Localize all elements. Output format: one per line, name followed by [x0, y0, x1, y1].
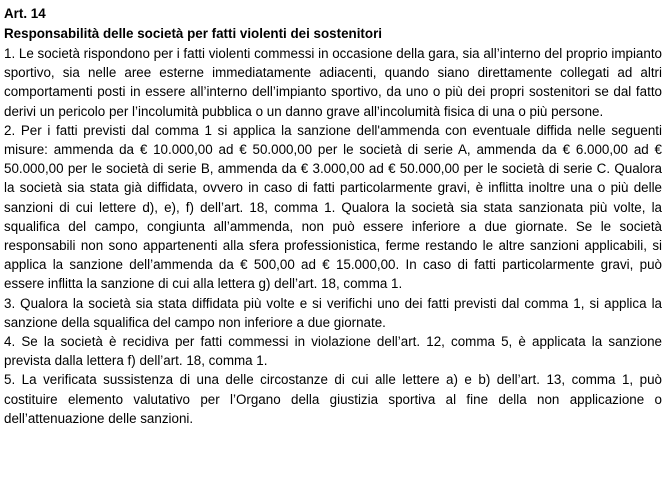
- paragraph-comma-5: 5. La verificata sussistenza di una delle circostanze di cui alle lettere a) e b) dell’art. 13, comma 1, può costituire elemento valutativo per l’Organo della giustizia sportiva al fine della non applicazione o dell’attenuazione delle sanzioni.: [4, 372, 662, 426]
- article-title: Responsabilità delle società per fatti violenti dei sostenitori: [4, 26, 383, 41]
- paragraph-comma-4: 4. Se la società è recidiva per fatti commessi in violazione dell’art. 12, comma 5, è applicata la sanzione prevista dalla lettera f) dell’art. 18, comma 1.: [4, 334, 662, 369]
- paragraph-comma-2: 2. Per i fatti previsti dal comma 1 si applica la sanzione dell'ammenda con eventuale diffida nelle seguenti misure: ammenda da € 10.000,00 ad € 50.000,00 per le società di serie A, ammenda da € 6.000,00 ad € 50.000,00 per le società di serie B, ammenda da € 3.000,00 ad € 50.000,00 per le società di serie C. Qualora la società sia stata già diffidata, ovvero in caso di fatti particolarmente gravi, è inflitta inoltre una o più delle sanzioni di cui lettere d), e), f) dell’art. 18, comma 1. Qualora la società sia stata sanzionata più volte, la squalifica del campo, congiunta all’ammenda, non può essere inferiore a due giornate. Se le società responsabili non sono appartenenti alla sfera professionistica, ferme restando le altre sanzioni applicabili, si applica la sanzione dell’ammenda da € 500,00 ad € 15.000,00. In caso di fatti particolarmente gravi, può essere inflitta la sanzione di cui alla lettera g) dell’art. 18, comma 1.: [4, 122, 662, 292]
- paragraph-comma-1: 1. Le società rispondono per i fatti violenti commessi in occasione della gara, sia all’interno del proprio impianto sportivo, sia nelle aree esterne immediatamente adiacenti, quando siano direttamente collegati ad altri comportamenti posti in essere all’interno dell’impianto sportivo, da uno o più dei propri sostenitori se dal fatto derivi un pericolo per l’incolumità pubblica o un danno grave all’incolumità fisica di una o più persone.: [4, 46, 662, 119]
- article-number: Art. 14: [4, 6, 46, 21]
- paragraph-comma-3: 3. Qualora la società sia stata diffidata più volte e si verifichi uno dei fatti previsti dal comma 1, si applica la sanzione della squalifica del campo non inferiore a due giornate.: [4, 295, 662, 330]
